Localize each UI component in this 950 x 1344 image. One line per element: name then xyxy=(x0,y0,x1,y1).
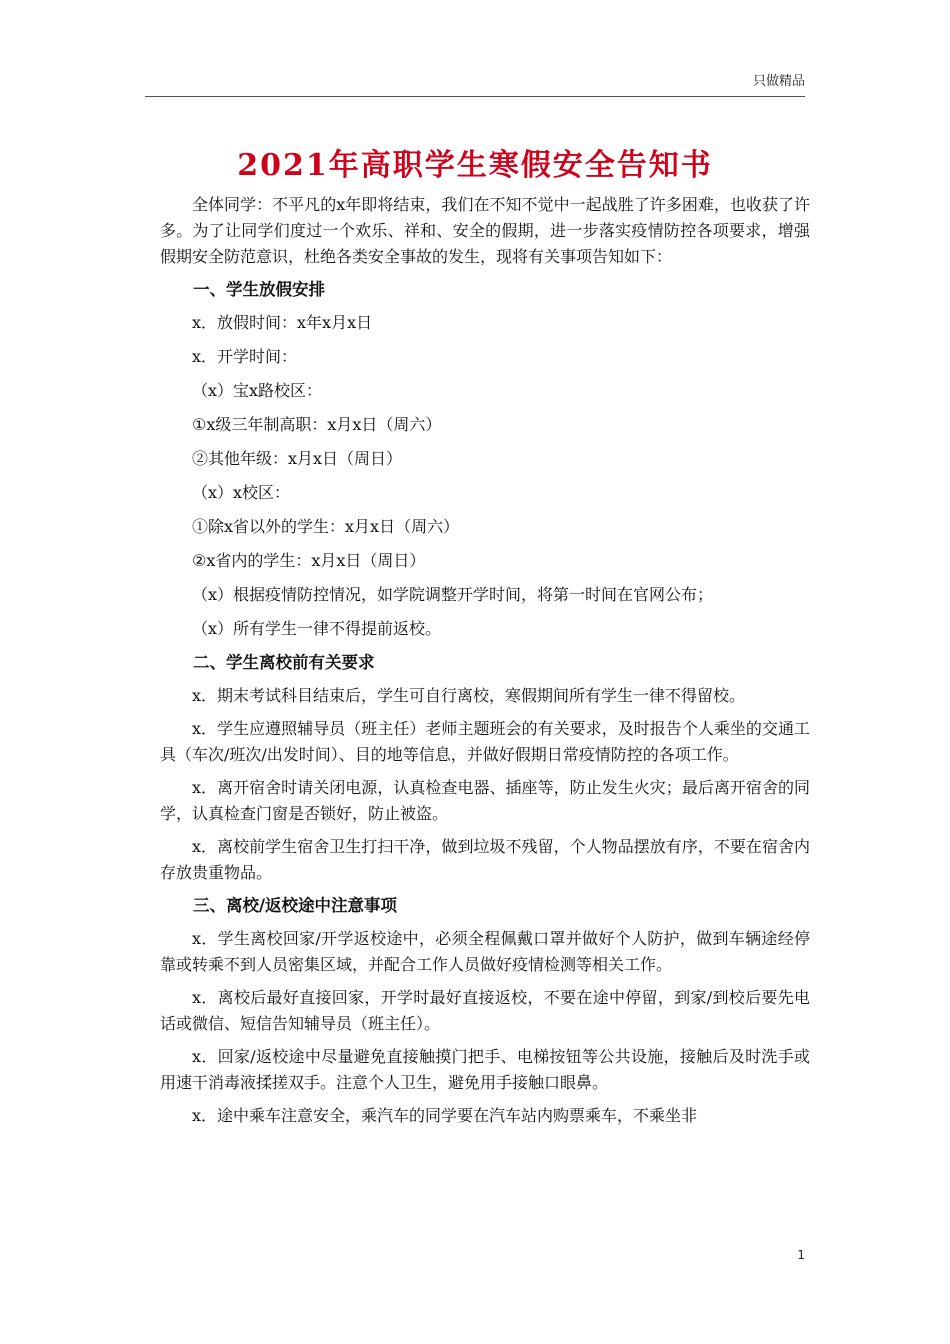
requirement-paragraph: x．期末考试科目结束后，学生可自行离校，寒假期间所有学生一律不得留校。 xyxy=(192,686,746,705)
document-title: 2021年高职学生寒假安全告知书 xyxy=(237,148,713,183)
schedule-line: x．放假时间：x年x月x日 xyxy=(192,313,373,332)
travel-paragraph: x．离校后最好直接回家，开学时最好直接返校，不要在途中停留，到家/到校后要先电话或微信、短信告知辅导员（班主任）。 xyxy=(160,988,810,1033)
travel-paragraph: x．回家/返校途中尽量避免直接触摸门把手、电梯按钮等公共设施，接触后及时洗手或用速干消毒液揉搓双手。注意个人卫生，避免用手接触口眼鼻。 xyxy=(160,1047,810,1092)
requirement-paragraph: x．离开宿舍时请关闭电源，认真检查电器、插座等，防止发生火灾；最后离开宿舍的同学，认真检查门窗是否锁好，防止被盗。 xyxy=(160,778,810,823)
schedule-line: ②x省内的学生：x月x日（周日） xyxy=(192,551,426,570)
travel-paragraph: x．学生离校回家/开学返校途中，必须全程佩戴口罩并做好个人防护，做到车辆途经停靠或转乘不到人员密集区域，并配合工作人员做好疫情检测等相关工作。 xyxy=(160,929,810,974)
schedule-line: （x）所有学生一律不得提前返校。 xyxy=(192,619,442,638)
schedule-line: （x）根据疫情防控情况，如学院调整开学时间，将第一时间在官网公布； xyxy=(192,585,714,604)
requirement-paragraph: x．学生应遵照辅导员（班主任）老师主题班会的有关要求，及时报告个人乘坐的交通工具（车次/班次/出发时间）、目的地等信息，并做好假期日常疫情防控的各项工作。 xyxy=(160,719,810,764)
travel-paragraph: x．途中乘车注意安全，乘汽车的同学要在汽车站内购票乘车，不乘坐非 xyxy=(192,1106,698,1125)
document-body xyxy=(160,192,810,1136)
schedule-line: ①除x省以外的学生：x月x日（周六） xyxy=(192,517,460,536)
section-heading-3: 三、离校/返校途中注意事项 xyxy=(193,896,398,915)
schedule-line: x．开学时间： xyxy=(192,347,298,366)
schedule-line: （x）宝x路校区： xyxy=(192,381,323,400)
section-heading-1: 一、学生放假安排 xyxy=(193,280,325,299)
requirement-paragraph: x．离校前学生宿舍卫生打扫干净，做到垃圾不残留，个人物品摆放有序，不要在宿舍内存放贵重物品。 xyxy=(160,837,810,882)
header-note: 只做精品 xyxy=(752,74,805,89)
header-divider xyxy=(145,96,805,97)
schedule-line: ①x级三年制高职：x月x日（周六） xyxy=(192,415,442,434)
intro-paragraph: 全体同学：不平凡的x年即将结束，我们在不知不觉中一起战胜了许多困难，也收获了许多。为了让同学们度过一个欢乐、祥和、安全的假期，进一步落实疫情防控各项要求，增强假期安全防范意识，杜绝各类安全事故的发生，现将有关事项告知如下： xyxy=(160,195,810,266)
page-number: 1 xyxy=(797,1248,805,1262)
schedule-line: （x）x校区： xyxy=(192,483,291,502)
schedule-line: ②其他年级：x月x日（周日） xyxy=(192,449,403,468)
section-heading-2: 二、学生离校前有关要求 xyxy=(193,653,375,672)
